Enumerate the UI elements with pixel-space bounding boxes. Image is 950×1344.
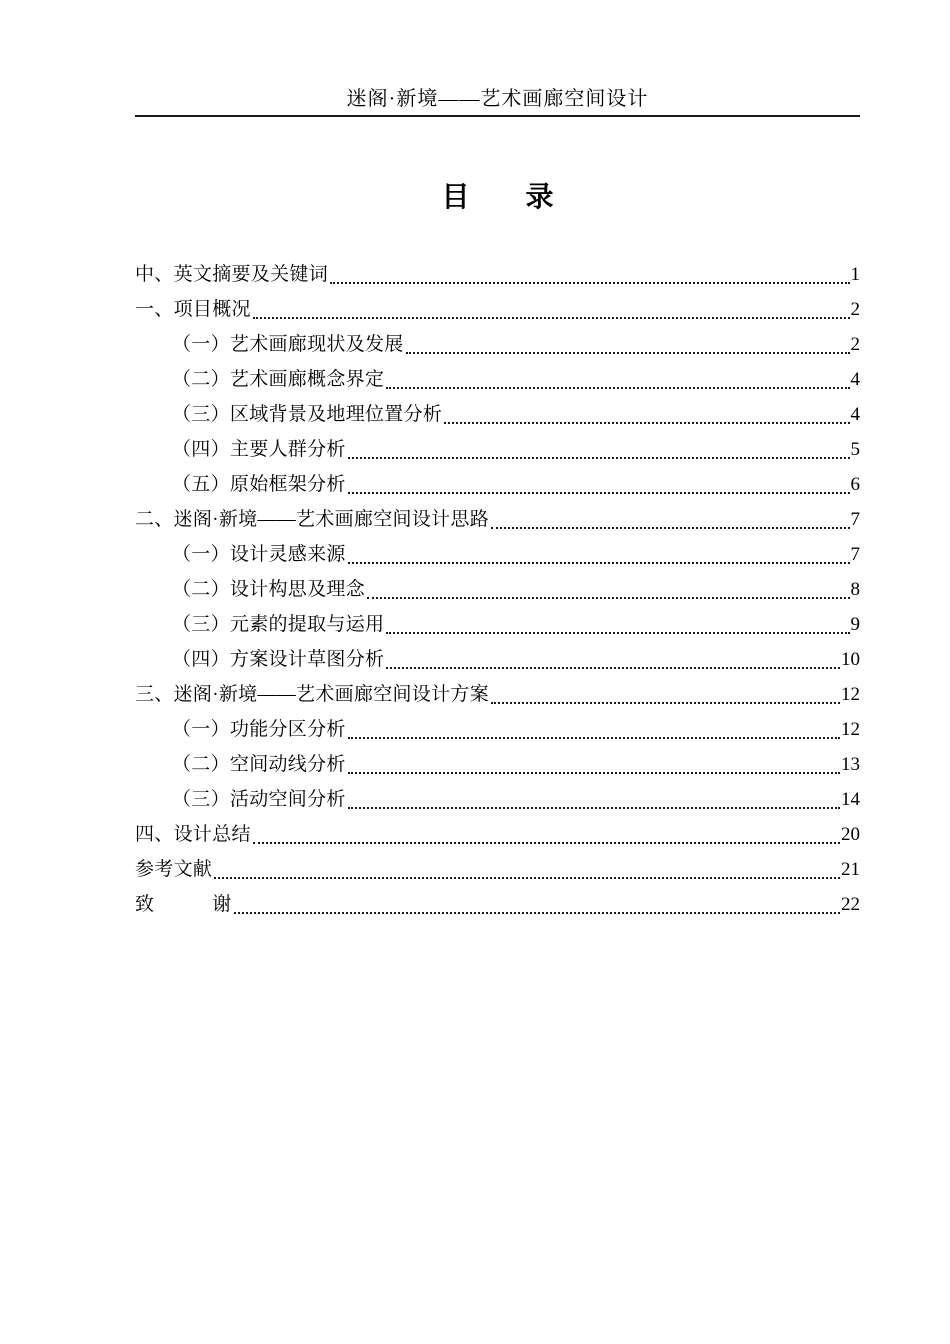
- toc-entry[interactable]: [135, 887, 860, 922]
- toc-page-number: 20: [841, 824, 860, 845]
- toc-entry-label: （四）主要人群分析: [172, 439, 346, 460]
- toc-entry-label: （一）艺术画廊现状及发展: [172, 334, 404, 355]
- toc-leader-dots: [253, 842, 840, 844]
- toc-entry-label: （二）空间动线分析: [172, 754, 346, 775]
- toc-leader-dots: [348, 562, 850, 564]
- toc-entry-label: 三、迷阁·新境——艺术画廊空间设计方案: [135, 684, 490, 705]
- toc-entry[interactable]: [135, 677, 860, 712]
- toc-entry[interactable]: [135, 397, 860, 432]
- toc-page-number: 2: [850, 334, 860, 355]
- toc-leader-dots: [348, 492, 850, 494]
- toc-entry[interactable]: [135, 747, 860, 782]
- toc-leader-dots: [214, 877, 840, 879]
- toc-entry-label: （五）原始框架分析: [172, 474, 346, 495]
- toc-page-number: 9: [850, 614, 860, 635]
- toc-entry[interactable]: [135, 432, 860, 467]
- toc-entry-label: 一、项目概况: [135, 299, 251, 320]
- toc-leader-dots: [386, 632, 849, 634]
- toc-entry[interactable]: [135, 817, 860, 852]
- toc-entry[interactable]: [135, 257, 860, 292]
- toc-entry-label: 参考文献: [135, 859, 213, 880]
- toc-page-number: 14: [841, 789, 860, 810]
- toc-page-number: 12: [841, 684, 860, 705]
- toc-leader-dots: [491, 527, 849, 529]
- toc-leader-dots: [406, 352, 850, 354]
- toc-entry[interactable]: [135, 537, 860, 572]
- toc-leader-dots: [386, 667, 840, 669]
- toc-page-number: 22: [841, 894, 860, 915]
- toc-entry-label: 中、英文摘要及关键词: [135, 264, 329, 285]
- toc-entry-label: （三）区域背景及地理位置分析: [172, 404, 443, 425]
- toc-page-number: 4: [850, 404, 860, 425]
- toc-leader-dots: [348, 807, 840, 809]
- toc-entry-label: 致 谢: [135, 894, 232, 915]
- toc-entry-label: （二）设计构思及理念: [172, 579, 366, 600]
- toc-leader-dots: [253, 317, 850, 319]
- toc-entry[interactable]: [135, 782, 860, 817]
- toc-entry[interactable]: [135, 852, 860, 887]
- toc-page-number: 6: [850, 474, 860, 495]
- toc-entry[interactable]: [135, 467, 860, 502]
- toc-entry-label: （四）方案设计草图分析: [172, 649, 385, 670]
- toc-page-number: 2: [850, 299, 860, 320]
- toc-page-number: 10: [841, 649, 860, 670]
- toc-page-number: 8: [850, 579, 860, 600]
- toc-leader-dots: [348, 772, 840, 774]
- toc-page-number: 21: [841, 859, 860, 880]
- toc-entry-label: （一）设计灵感来源: [172, 544, 346, 565]
- toc-entry[interactable]: [135, 712, 860, 747]
- toc-entry[interactable]: [135, 362, 860, 397]
- toc-leader-dots: [367, 597, 849, 599]
- toc-entry[interactable]: [135, 292, 860, 327]
- toc-page-number: 13: [841, 754, 860, 775]
- toc-entry-label: （三）活动空间分析: [172, 789, 346, 810]
- toc-entry-label: 二、迷阁·新境——艺术画廊空间设计思路: [135, 509, 490, 530]
- toc-leader-dots: [330, 282, 849, 284]
- running-header-title: 迷阁·新境——艺术画廊空间设计: [346, 88, 649, 110]
- toc-leader-dots: [348, 737, 840, 739]
- toc-page-number: 4: [850, 369, 860, 390]
- toc-title: 目 录: [441, 182, 554, 213]
- toc-entry[interactable]: [135, 327, 860, 362]
- toc-entry-label: （三）元素的提取与运用: [172, 614, 385, 635]
- running-header: [135, 86, 860, 117]
- toc-entry-label: 四、设计总结: [135, 824, 251, 845]
- toc-entry-label: （一）功能分区分析: [172, 719, 346, 740]
- toc-entry[interactable]: [135, 572, 860, 607]
- toc-leader-dots: [491, 702, 840, 704]
- toc-entry[interactable]: [135, 642, 860, 677]
- toc-leader-dots: [234, 912, 840, 914]
- toc-leader-dots: [348, 457, 850, 459]
- toc-entry-label: （二）艺术画廊概念界定: [172, 369, 385, 390]
- toc-entry[interactable]: [135, 607, 860, 642]
- toc-page-number: 1: [850, 264, 860, 285]
- toc-page-number: 7: [850, 544, 860, 565]
- toc-leader-dots: [386, 387, 849, 389]
- toc-list: [135, 257, 860, 922]
- toc-leader-dots: [444, 422, 849, 424]
- toc-page-number: 5: [850, 439, 860, 460]
- toc-page-number: 12: [841, 719, 860, 740]
- toc-page-number: 7: [850, 509, 860, 530]
- toc-entry[interactable]: [135, 502, 860, 537]
